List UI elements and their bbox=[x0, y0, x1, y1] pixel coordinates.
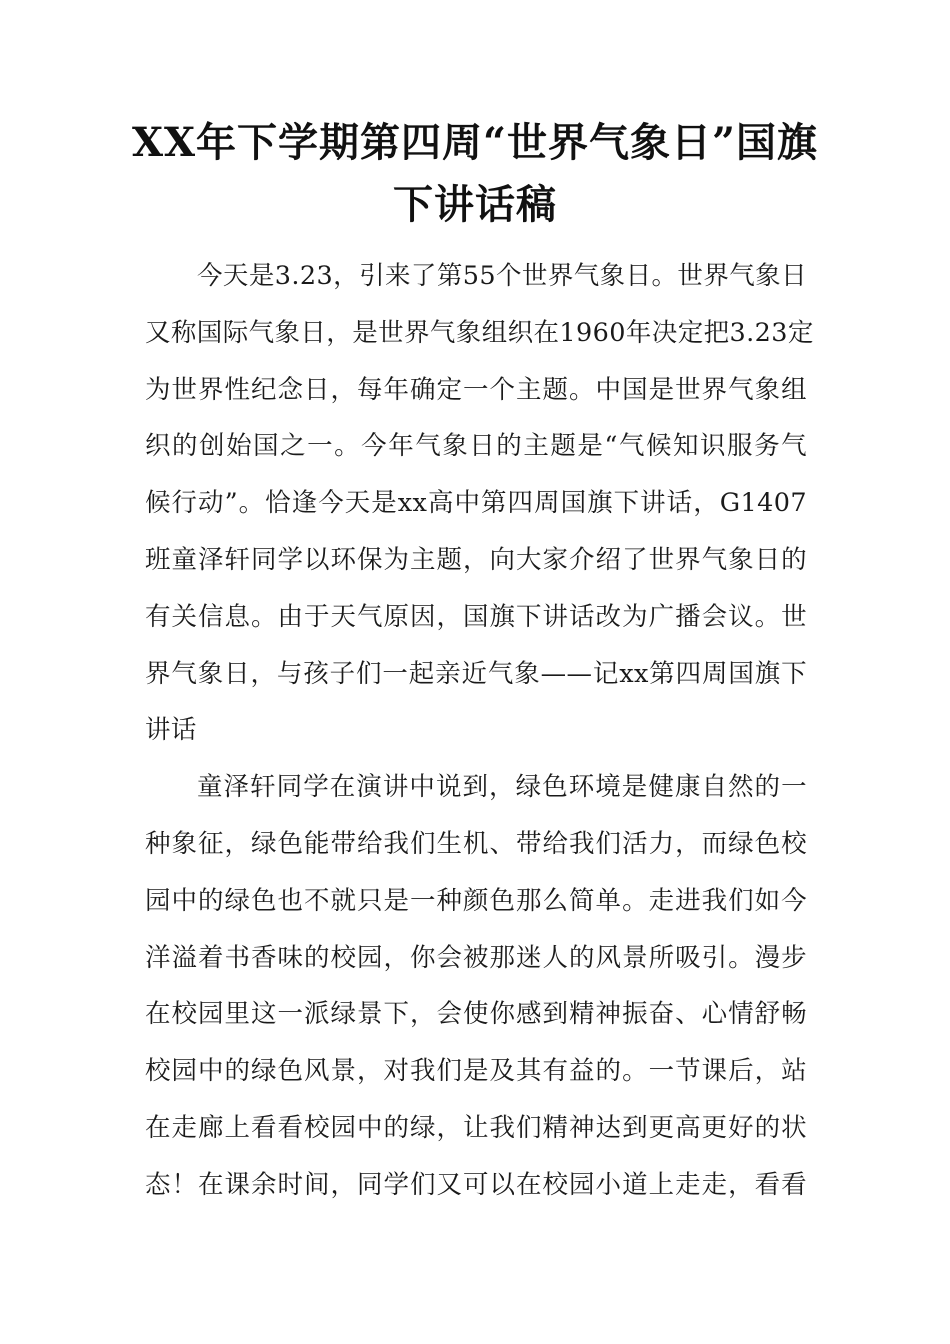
paragraph-line: 又称国际气象日，是世界气象组织在1960年决定把3.23定 bbox=[145, 317, 814, 348]
paragraph-line: 园中的绿色也不就只是一种颜色那么简单。走进我们如今 bbox=[145, 885, 807, 916]
paragraph-line: 在走廊上看看校园中的绿，让我们精神达到更高更好的状 bbox=[145, 1112, 807, 1143]
title-line-1: XX年下学期第四周“世界气象日”国旗 bbox=[131, 119, 819, 166]
paragraph-line: 洋溢着书香味的校园，你会被那迷人的风景所吸引。漫步 bbox=[145, 942, 807, 973]
paragraph-1 bbox=[145, 248, 814, 759]
document-body bbox=[145, 248, 814, 1214]
paragraph-line: 界气象日，与孩子们一起亲近气象——记xx第四周国旗下 bbox=[145, 658, 807, 689]
title-line-2: 下讲话稿 bbox=[393, 181, 557, 228]
paragraph-line: 态！在课余时间，同学们又可以在校园小道上走走，看看 bbox=[145, 1169, 807, 1200]
paragraph-line: 织的创始国之一。今年气象日的主题是“气候知识服务气 bbox=[145, 431, 807, 462]
paragraph-line: 在校园里这一派绿景下，会使你感到精神振奋、心情舒畅 bbox=[145, 999, 807, 1030]
paragraph-line: 候行动”。恰逢今天是xx高中第四周国旗下讲话，G1407 bbox=[145, 488, 807, 519]
paragraph-2 bbox=[145, 759, 807, 1213]
paragraph-line: 种象征，绿色能带给我们生机、带给我们活力，而绿色校 bbox=[145, 828, 807, 859]
paragraph-line: 童泽轩同学在演讲中说到，绿色环境是健康自然的一 bbox=[197, 772, 807, 803]
paragraph-line: 班童泽轩同学以环保为主题，向大家介绍了世界气象日的 bbox=[145, 544, 807, 575]
paragraph-line: 讲话 bbox=[145, 715, 197, 746]
paragraph-line: 为世界性纪念日，每年确定一个主题。中国是世界气象组 bbox=[145, 374, 807, 405]
document-title bbox=[130, 112, 820, 236]
paragraph-line: 有关信息。由于天气原因，国旗下讲话改为广播会议。世 bbox=[145, 601, 807, 632]
paragraph-line: 校园中的绿色风景，对我们是及其有益的。一节课后，站 bbox=[145, 1056, 807, 1087]
paragraph-line: 今天是3.23，引来了第55个世界气象日。世界气象日 bbox=[197, 261, 807, 291]
